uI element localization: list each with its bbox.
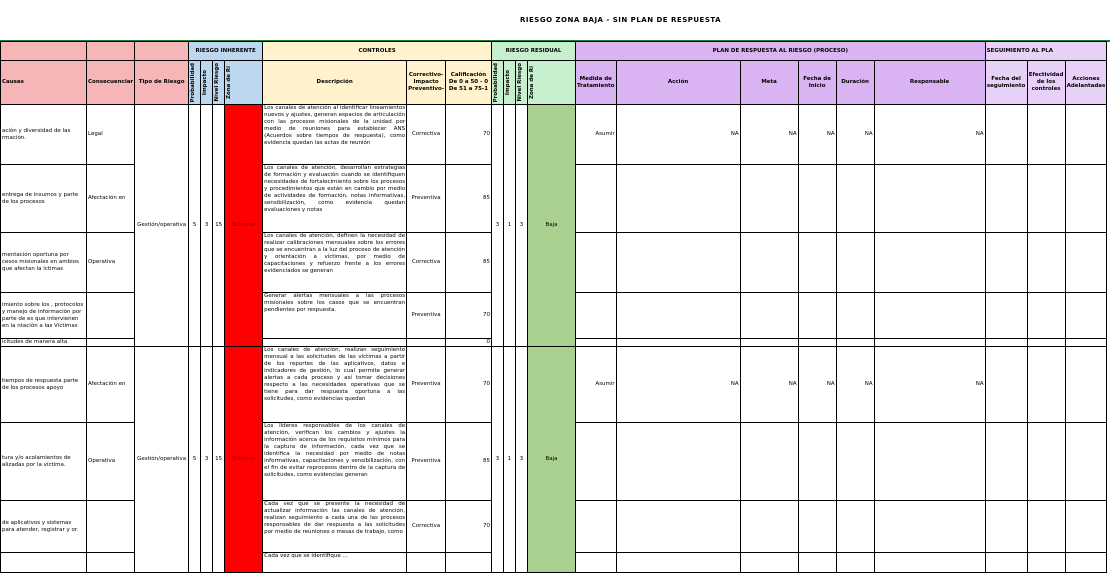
cell-duracion	[836, 339, 874, 347]
cell-fecha-inicio	[798, 165, 836, 233]
cell-descripcion	[263, 339, 407, 347]
cell-calificacion: 85	[446, 165, 492, 233]
cell-fecha-inicio: NA	[798, 347, 836, 423]
cell-causa: de aplicativos y sistemas para atender, registrar y or.	[1, 501, 87, 553]
cell-descripcion: Cada vez que se identifique ...	[263, 553, 407, 573]
cell-calificacion: 0	[446, 339, 492, 347]
col-probabilidad-r-label: Probabilidad	[493, 62, 499, 103]
cell-causa: mentación oportuna por cesos misionales en ambios que afectan la íctimas	[1, 233, 87, 293]
cell-accion	[616, 339, 740, 347]
cell-causa: ación y diversidad de las rmación.	[1, 105, 87, 165]
cell-efectividad	[1027, 165, 1065, 233]
cell-responsable	[874, 339, 985, 347]
col-zona-label: Zona de Ri	[226, 65, 233, 99]
cell-duracion	[836, 293, 874, 339]
col-responsable: Responsable	[874, 61, 985, 105]
cell-consecuencia: Operativa	[87, 423, 135, 501]
cell-responsable	[874, 423, 985, 501]
cell-meta	[740, 165, 798, 233]
cell-calificacion: 70	[446, 347, 492, 423]
cell-correctivo: Preventiva	[407, 423, 446, 501]
cell-causa: tura y/o acolamientos de alizadas por la víctima.	[1, 423, 87, 501]
cell-causa: imiento sobre los , protocolos y manejo de información por parte de es que intervienen en la ntación a las Víctimas	[1, 293, 87, 339]
pink-group-header	[1, 42, 87, 61]
cell-accion	[616, 165, 740, 233]
cell-consecuencia	[87, 339, 135, 347]
cell-meta	[740, 423, 798, 501]
col-nivel	[213, 61, 225, 105]
cell-descripcion: Generar alertas mensuales a las procesos misionales sobre los casos que se encuentran pendientes por respuesta.	[263, 293, 407, 339]
cell-accion	[616, 501, 740, 553]
cell-fecha-seguimiento	[985, 165, 1027, 233]
col-accion: Acción	[616, 61, 740, 105]
cell-nivel-residual: 3	[516, 105, 528, 347]
cell-accion: NA	[616, 347, 740, 423]
cell-descripcion: Los canales de atención, desarrollan estrategias de formación y evaluación cuando se identifiquen necesidades de fortalecimiento sobre los procesos y procedimientos que están en cambio por medio de actividades de formación, notas informativas, sensibilización, como evidencia quedan evaluaciones y notas	[263, 165, 407, 233]
cell-acciones-adelantadas	[1065, 293, 1107, 339]
cell-consecuencia: Afectación en	[87, 347, 135, 423]
col-causas: Causas	[1, 61, 87, 105]
cell-fecha-inicio	[798, 233, 836, 293]
cell-fecha-seguimiento	[985, 347, 1027, 423]
cell-nivel: 15	[213, 105, 225, 347]
riesgo-residual-header: RIESGO RESIDUAL	[492, 42, 576, 61]
cell-fecha-seguimiento	[985, 233, 1027, 293]
cell-duracion	[836, 233, 874, 293]
col-probabilidad	[189, 61, 201, 105]
col-nivel-r	[516, 61, 528, 105]
col-duracion: Duración	[836, 61, 874, 105]
table-row	[1, 105, 1107, 165]
cell-correctivo	[407, 339, 446, 347]
cell-responsable	[874, 165, 985, 233]
cell-fecha-inicio	[798, 501, 836, 553]
plan-respuesta-header: PLAN DE RESPUESTA AL RIESGO (PROCESO)	[576, 42, 986, 61]
cell-meta: NA	[740, 347, 798, 423]
cell-meta	[740, 293, 798, 339]
cell-responsable: NA	[874, 105, 985, 165]
cell-descripcion: Los canales de atención, realizan seguimiento mensual a las solicitudes de las víctimas a partir de los reportes de las aplicativos, datos e indicadores de gestión, lo cual permite generar alertas a cada proceso y así tomar decisiones respecto a las necesidades operativas que se tiene para dar respuesta oportuna a las solicitudes, como evidencias quedan	[263, 347, 407, 423]
cell-accion	[616, 423, 740, 501]
cell-descripcion: Los canales de atención, definen la necesidad de realizar calibraciones mensuales sobre los errores que se encuentran a la luz del proceso de atención y orientación a víctimas, por medio de capacitaciones y refuerzo frente a los errores evidenciados se generan	[263, 233, 407, 293]
cell-meta	[740, 501, 798, 553]
controles-header: CONTROLES	[263, 42, 492, 61]
cell-nivel: 15	[213, 347, 225, 573]
cell-responsable: NA	[874, 347, 985, 423]
col-meta: Meta	[740, 61, 798, 105]
col-correctivo: Correctivo-Impacto Preventivo-	[407, 61, 446, 105]
col-zona-r	[528, 61, 576, 105]
col-fecha-seguimiento: Fecha del seguimiento	[985, 61, 1027, 105]
cell-acciones-adelantadas	[1065, 501, 1107, 553]
col-impacto	[201, 61, 213, 105]
cell-causa: tiempos de respuesta parte de los procesos apoyo	[1, 347, 87, 423]
cell-accion	[616, 233, 740, 293]
cell-fecha-seguimiento	[985, 501, 1027, 553]
col-consecuencias: Consecuenciar	[87, 61, 135, 105]
cell-efectividad	[1027, 105, 1065, 165]
cell-calificacion: 85	[446, 233, 492, 293]
cell-consecuencia: Legal	[87, 105, 135, 165]
cell-descripcion: Cada vez que se presente la necesidad de actualizar información las canales de atención, realizan seguimiento a cada una de las procesos responsables de dar respuesta a las solicitudes por medio de reuniones o mesas de trabajo, como	[263, 501, 407, 553]
cell-impacto: 3	[201, 105, 213, 347]
col-zona	[225, 61, 263, 105]
cell-acciones-adelantadas	[1065, 339, 1107, 347]
cell-responsable	[874, 233, 985, 293]
sheet-title: RIESGO ZONA BAJA - SIN PLAN DE RESPUESTA	[520, 16, 722, 24]
cell-calificacion: 85	[446, 423, 492, 501]
col-probabilidad-label: Probabilidad	[190, 62, 197, 103]
cell-fecha-seguimiento	[985, 423, 1027, 501]
cell-fecha-inicio: NA	[798, 105, 836, 165]
risk-table-body	[1, 105, 1107, 573]
cell-consecuencia: Operativa	[87, 233, 135, 293]
cell-tipo-riesgo: Gestión/operativa	[135, 347, 189, 573]
cell-medida	[576, 501, 617, 553]
cell-meta	[740, 233, 798, 293]
cell-fecha-seguimiento	[985, 339, 1027, 347]
cell-acciones-adelantadas	[1065, 233, 1107, 293]
cell-duracion	[836, 165, 874, 233]
cell-fecha-inicio	[798, 339, 836, 347]
cell-fecha-inicio	[798, 423, 836, 501]
cell-accion: NA	[616, 105, 740, 165]
col-calificacion: Calificación De 0 a 50 - 0 De 51 a 75-1	[446, 61, 492, 105]
col-descripcion: Descripción	[263, 61, 407, 105]
cell-efectividad	[1027, 347, 1065, 423]
col-nivel-label: Nivel Riesgo	[214, 63, 221, 102]
cell-calificacion: 70	[446, 501, 492, 553]
cell-impacto: 3	[201, 347, 213, 573]
cell-duracion	[836, 423, 874, 501]
col-medida: Medida de Tratamiento	[576, 61, 617, 105]
col-probabilidad-r	[492, 61, 504, 105]
cell-correctivo: Preventiva	[407, 347, 446, 423]
cell-probabilidad-residual: 3	[492, 347, 504, 573]
cell-efectividad	[1027, 339, 1065, 347]
cell-correctivo: Correctiva	[407, 501, 446, 553]
cell-duracion: NA	[836, 105, 874, 165]
cell-causa: icitudes de manera alta	[1, 339, 87, 347]
cell-acciones-adelantadas	[1065, 105, 1107, 165]
cell-consecuencia: Afectación en	[87, 165, 135, 233]
cell-medida	[576, 165, 617, 233]
cell-tipo-riesgo: Gestión/operativa	[135, 105, 189, 347]
cell-descripcion: Los líderes responsables de los canales de atención, verifican los cambios y ajustes la información acerca de los requisitos mínimos para la captura de información, cada vez que se identifica la necesidad por medio de notas informativas, capacitaciones y sensibilización, con el fin de evitar reprocesos dentro de la captura de solicitudes, como evidencias generan	[263, 423, 407, 501]
cell-consecuencia	[87, 501, 135, 553]
cell-causa: entrega de insumos y parte de los procesos	[1, 165, 87, 233]
cell-zona-inherente: Extrema	[225, 347, 263, 573]
cell-nivel-residual: 3	[516, 347, 528, 573]
col-impacto-r	[504, 61, 516, 105]
cell-medida	[576, 339, 617, 347]
seguimiento-header: SEGUIMIENTO AL PLA	[985, 42, 1107, 61]
riesgo-inherente-header: RIESGO INHERENTE	[189, 42, 263, 61]
cell-zona-residual: Baja	[528, 105, 576, 347]
risk-table	[0, 41, 1107, 573]
cell-medida: Asumir	[576, 347, 617, 423]
title-bar	[0, 0, 1110, 42]
cell-probabilidad: 5	[189, 347, 201, 573]
cell-correctivo: Preventiva	[407, 293, 446, 339]
col-nivel-r-label: Nivel Riesgo	[517, 63, 523, 102]
cell-efectividad	[1027, 423, 1065, 501]
col-fecha-inicio: Fecha de Inicio	[798, 61, 836, 105]
cell-responsable	[874, 293, 985, 339]
cell-zona-inherente: Extrema	[225, 105, 263, 347]
cell-acciones-adelantadas	[1065, 347, 1107, 423]
pink-group-header-3	[135, 42, 189, 61]
col-efectividad: Efectividad de los controles	[1027, 61, 1065, 105]
cell-correctivo: Correctiva	[407, 233, 446, 293]
cell-medida: Asumir	[576, 105, 617, 165]
cell-fecha-seguimiento	[985, 105, 1027, 165]
cell-responsable	[874, 501, 985, 553]
cell-efectividad	[1027, 501, 1065, 553]
cell-acciones-adelantadas	[1065, 423, 1107, 501]
cell-efectividad	[1027, 233, 1065, 293]
cell-efectividad	[1027, 293, 1065, 339]
cell-medida	[576, 293, 617, 339]
cell-impacto-residual: 1	[504, 347, 516, 573]
col-impacto-r-label: Impacto	[505, 69, 511, 96]
cell-duracion	[836, 501, 874, 553]
table-row	[1, 347, 1107, 423]
cell-acciones-adelantadas	[1065, 165, 1107, 233]
col-acciones-adelantadas: Acciones Adelantadas	[1065, 61, 1107, 105]
cell-fecha-seguimiento	[985, 293, 1027, 339]
col-zona-r-label: Zona de Ri	[529, 65, 535, 99]
cell-descripcion: Los canales de atención al identificar lineamientos nuevos y ajustes, generan espacios de articulación con las procesos misionales de la unidad por medio de reuniones para establecer ANS (Acuerdos sobre tiempos de respuesta), como evidencia quedan las actas de reunión	[263, 105, 407, 165]
cell-impacto-residual: 1	[504, 105, 516, 347]
cell-duracion: NA	[836, 347, 874, 423]
cell-correctivo: Preventiva	[407, 165, 446, 233]
cell-correctivo: Correctiva	[407, 105, 446, 165]
cell-meta	[740, 339, 798, 347]
cell-accion	[616, 293, 740, 339]
cell-meta: NA	[740, 105, 798, 165]
cell-probabilidad-residual: 3	[492, 105, 504, 347]
col-tipo-riesgo: Tipo de Riesgo	[135, 61, 189, 105]
col-impacto-label: Impacto	[202, 69, 209, 96]
cell-fecha-inicio	[798, 293, 836, 339]
cell-zona-residual: Baja	[528, 347, 576, 573]
pink-group-header-2	[87, 42, 135, 61]
cell-medida	[576, 423, 617, 501]
cell-consecuencia	[87, 293, 135, 339]
cell-medida	[576, 233, 617, 293]
cell-calificacion: 70	[446, 105, 492, 165]
cell-probabilidad: 5	[189, 105, 201, 347]
cell-calificacion: 70	[446, 293, 492, 339]
